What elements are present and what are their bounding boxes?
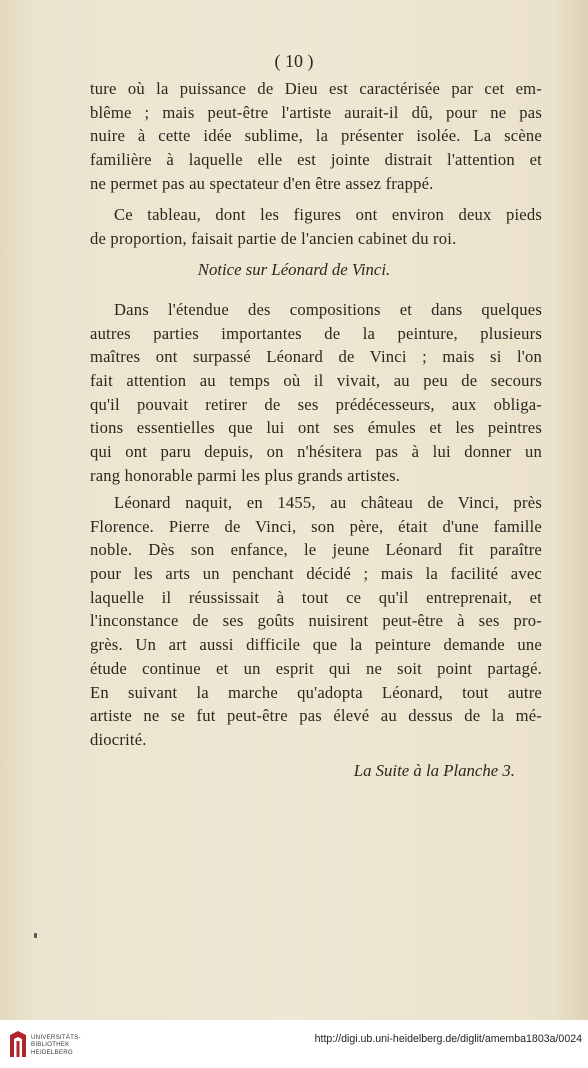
library-name-line: BIBLIOTHEK xyxy=(31,1041,70,1049)
section-heading: Notice sur Léonard de Vinci. xyxy=(197,260,391,279)
text-line: Dans l'étendue des compositions et dans quelques xyxy=(114,300,542,319)
text-line: laquelle il réussissait à tout ce qu'il entreprenait, et xyxy=(90,587,542,607)
library-name xyxy=(31,1034,81,1056)
paragraph-1 xyxy=(90,77,542,195)
text-line: familière à laquelle elle est jointe distrait l'attention et xyxy=(90,150,542,170)
text-line: grès. Un art aussi difficile que la peinture demande une xyxy=(90,635,542,655)
text-line: l'inconstance de ses goûts nuisirent peut-être à ses pro- xyxy=(90,611,542,631)
paragraph-3 xyxy=(90,298,542,488)
text-line: maîtres ont surpassé Léonard de Vinci ; mais si l'on xyxy=(90,347,542,367)
text-line: qu'il pouvait retirer de ses prédécesseurs, aux obliga- xyxy=(90,394,542,414)
text-line: qui ont paru depuis, on n'hésitera pas à lui donner un xyxy=(90,442,542,462)
text-line: ture où la puissance de Dieu est caractérisée par cet em- xyxy=(90,79,542,98)
text-line: blême ; mais peut-être l'artiste aurait-il dû, pour ne pas xyxy=(90,102,542,122)
source-url-link[interactable]: http://digi.ub.uni-heidelberg.de/diglit/amemba1803a/0024 xyxy=(314,1033,582,1045)
text-line: rang honorable parmi les plus grands artistes. xyxy=(90,465,401,485)
text-line: étude continue et un esprit qui ne soit point partagé. xyxy=(90,658,542,678)
text-line: diocrité. xyxy=(90,729,147,749)
paragraph-2 xyxy=(90,203,542,250)
page-number: ( 10 ) xyxy=(274,51,314,71)
text-line: de proportion, faisait partie de l'ancien cabinet du roi. xyxy=(90,228,457,248)
text-line: autres parties importantes de la peinture, plusieurs xyxy=(90,323,542,343)
text-line: Ce tableau, dont les figures ont environ deux pieds xyxy=(114,205,542,224)
paragraph-4 xyxy=(90,491,542,752)
text-line: nuire à cette idée sublime, la présenter isolée. La scène xyxy=(90,126,542,146)
continuation-note: La Suite à la Planche 3. xyxy=(353,761,515,780)
library-name-line: UNIVERSITÄTS- xyxy=(31,1034,81,1041)
text-line: artiste ne se fut peut-être pas élevé au dessus de la mé- xyxy=(90,706,542,726)
paper-speck xyxy=(34,933,37,938)
text-line: fait attention au temps où il vivait, au peu de secours xyxy=(90,371,542,391)
university-logo-icon xyxy=(8,1029,28,1059)
text-line: Florence. Pierre de Vinci, son père, était d'une famille xyxy=(90,516,542,536)
text-line: pour les arts un penchant décidé ; mais la facilité avec xyxy=(90,564,542,584)
text-line: Léonard naquit, en 1455, au château de Vinci, près xyxy=(114,493,542,512)
text-line: ne permet pas au spectateur d'en être assez frappé. xyxy=(90,173,434,193)
text-line: En suivant la marche qu'adopta Léonard, tout autre xyxy=(90,682,542,702)
library-name-line: HEIDELBERG xyxy=(31,1048,73,1056)
text-line: noble. Dès son enfance, le jeune Léonard fit paraître xyxy=(90,540,542,560)
text-line: tions essentielles que lui ont ses émules et les peintres xyxy=(90,418,542,438)
